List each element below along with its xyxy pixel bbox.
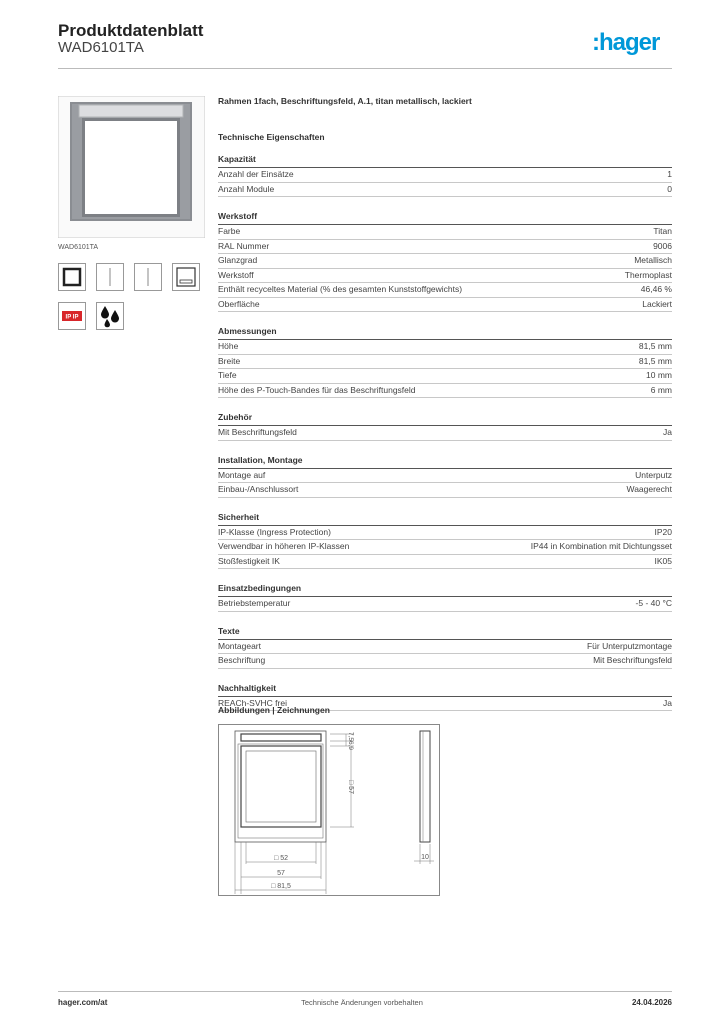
spec-value: Metallisch [634,255,672,265]
spec-value: 1 [667,169,672,179]
spec-row [218,654,672,669]
section-title: Zubehör [218,410,672,426]
ip-rating-icon [58,302,86,330]
spec-section [218,152,672,197]
spec-label: Breite [218,355,241,366]
spec-row [218,597,672,612]
d-width-label: 57 [277,870,285,877]
spec-row [218,469,672,484]
spec-row [218,640,672,655]
spec-label: Höhe des P-Touch-Bandes für das Beschriftungsfeld [218,384,416,395]
spec-value: Waagerecht [626,484,672,494]
section-title: Kapazität [218,152,672,168]
spec-column [218,96,672,711]
d-height-label: □ 57 [347,780,354,794]
spec-value: IP44 in Kombination mit Dichtungsset [530,541,672,551]
technical-drawing [218,724,440,896]
section-title: Texte [218,624,672,640]
spec-label: Montage auf [218,469,266,480]
spec-row [218,483,672,498]
footer-divider [58,991,672,992]
spec-value: 0 [667,183,672,194]
header-divider [58,68,672,69]
spec-value: Ja [663,697,672,708]
spec-label: Anzahl Module [218,183,275,194]
spec-row [218,225,672,240]
spec-label: Werkstoff [218,269,254,280]
product-description: Rahmen 1fach, Beschriftungsfeld, A.1, titan metallisch, lackiert [218,96,472,106]
water-drops-icon [96,302,124,330]
spec-row [218,269,672,284]
spec-row [218,340,672,355]
spec-value: 81,5 mm [638,341,672,351]
frame-1fach-icon [58,263,86,291]
logo-text-label: :hager [592,29,660,56]
photo-caption: WAD6101TA [58,244,99,251]
spec-label: Betriebstemperatur [218,598,291,608]
spec-section [218,410,672,441]
spec-value: IP20 [654,526,672,537]
d-depth-label: 10 [421,854,429,861]
d-top-a-label: 7,5 [347,732,354,742]
spec-value: Thermoplast [624,269,672,280]
spec-label: REACh-SVHC frei [218,697,287,708]
spec-section [218,624,672,669]
spec-section [218,324,672,398]
spec-value: Unterputz [635,469,672,480]
product-photo [58,96,205,238]
spec-row [218,298,672,313]
spec-value: 6 mm [650,384,672,395]
spec-value: -5 - 40 °C [635,598,672,608]
product-code: WAD6101TA [58,39,144,56]
spec-section [218,581,672,612]
spec-row [218,240,672,255]
spec-value: 10 mm [646,370,672,380]
spec-row [218,384,672,399]
spec-label: Anzahl der Einsätze [218,169,294,179]
spec-value: 46,46 % [640,284,672,294]
spec-label: Mit Beschriftungsfeld [218,427,297,437]
hager-logo[interactable] [592,26,676,58]
spec-label: IP-Klasse (Ingress Protection) [218,526,331,537]
section-title: Sicherheit [218,510,672,526]
section-title: Installation, Montage [218,453,672,469]
section-title: Werkstoff [218,209,672,225]
d-top-b-label: 6,9 [347,741,354,751]
section-title: Einsatzbedingungen [218,581,672,597]
spec-value: 81,5 mm [638,355,672,366]
d-outer-label: □ 81,5 [271,883,291,890]
spec-value: Lackiert [642,298,672,309]
spec-label: Montageart [218,640,261,651]
footer-disclaimer: Technische Änderungen vorbehalten [301,998,423,1007]
spec-label: Höhe [218,341,239,351]
spec-label: RAL Nummer [218,240,270,251]
spec-row [218,254,672,269]
spec-label: Enthält recyceltes Material (% des gesamten Kunststoffgewichts) [218,284,463,294]
spec-row [218,355,672,370]
spec-label: Einbau-/Anschlussort [218,484,299,494]
slim-line-icon-2 [134,263,162,291]
spec-label: Farbe [218,226,241,236]
spec-value: 9006 [653,240,672,251]
spec-value: Titan [653,226,672,236]
spec-sections [218,152,672,711]
spec-section [218,510,672,570]
spec-section [218,453,672,498]
spec-row [218,426,672,441]
spec-value: Ja [663,427,672,437]
ip-text-label: IP IP [65,314,79,321]
spec-row [218,183,672,198]
drawings-title: Abbildungen | Zeichnungen [218,705,330,715]
footer-date: 24.04.2026 [631,998,672,1007]
spec-label: Oberfläche [218,298,260,309]
section-title: Abmessungen [218,324,672,340]
spec-row [218,283,672,298]
label-field-icon [172,263,200,291]
spec-label: Beschriftung [218,655,266,665]
spec-label: Tiefe [218,370,237,380]
slim-line-icon [96,263,124,291]
spec-label: Verwendbar in höheren IP-Klassen [218,541,350,551]
spec-value: Mit Beschriftungsfeld [593,655,672,665]
spec-value: IK05 [654,555,672,566]
spec-row [218,369,672,384]
spec-value: Für Unterputzmontage [586,640,672,651]
footer-website-link[interactable]: hager.com/at [58,998,108,1007]
tech-properties-title: Technische Eigenschaften [218,132,325,142]
spec-row [218,526,672,541]
page-title: Produktdatenblatt [58,21,204,40]
spec-row [218,168,672,183]
d-inner-label: □ 52 [274,855,288,862]
section-title: Nachhaltigkeit [218,681,672,697]
spec-label: Stoßfestigkeit IK [218,555,280,566]
spec-label: Glanzgrad [218,255,258,265]
spec-row [218,555,672,570]
spec-section [218,209,672,312]
spec-row [218,540,672,555]
